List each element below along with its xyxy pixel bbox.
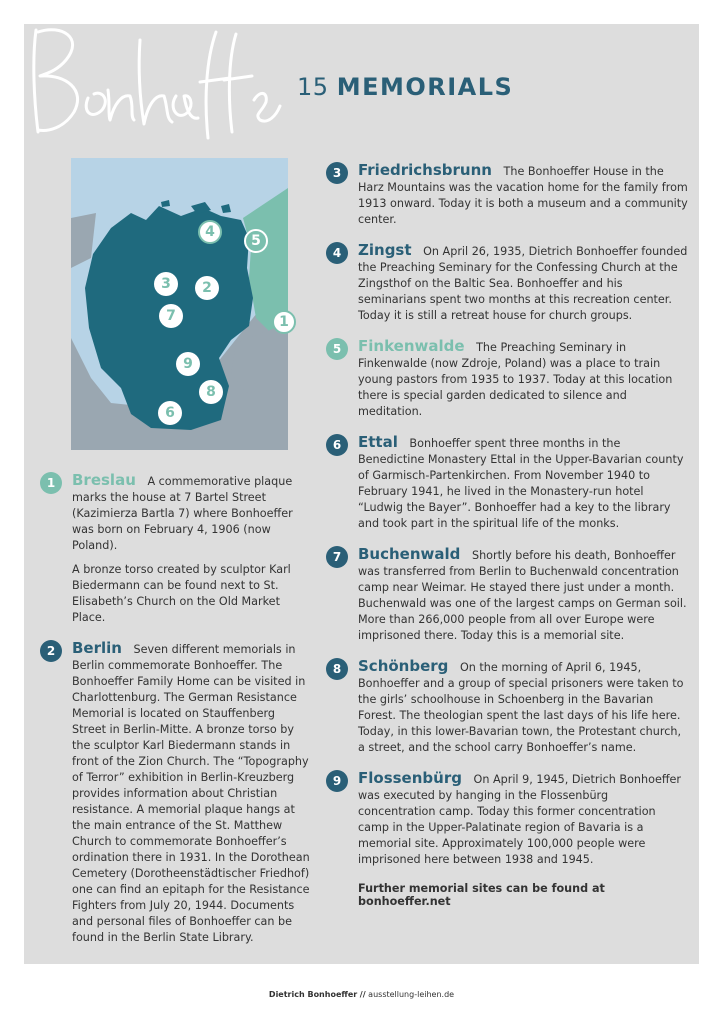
further-sites-note: Further memorial sites can be found at bonhoeffer.net — [358, 882, 605, 908]
memorial-number: 1 — [40, 472, 62, 494]
memorial-text: The Preaching Seminary in Finkenwalde (now Zdroje, Poland) was a place to train young pastors from 1935 to 1937. Today at this location there is special garden dedicated to silence and meditation. — [358, 341, 673, 418]
footer-site: ausstellung-leihen.de — [368, 990, 455, 999]
bonhoeffer-signature — [22, 20, 287, 140]
memorial-entry-breslau — [40, 472, 310, 626]
memorial-title: Schönberg — [358, 657, 449, 675]
memorial-number: 8 — [326, 658, 348, 680]
memorial-title: Finkenwalde — [358, 337, 465, 355]
memorial-entry-friedrichsbrunn — [326, 162, 688, 228]
map-marker-8: 8 — [199, 380, 223, 404]
memorial-text: Bonhoeffer spent three months in the Benedictine Monastery Ettal in the Upper-Bavarian county of Garmisch-Partenkirchen. From November 1940 to February 1941, he lived in the Monastery-run hotel “Ludwig the Bayer”. Bonhoeffer had a key to the library and took part in the spiritual life of the monks. — [358, 437, 684, 530]
memorial-count: 15 — [297, 73, 329, 101]
memorial-title: Flossenbürg — [358, 769, 462, 787]
memorial-text: Shortly before his death, Bonhoeffer was transferred from Berlin to Buchenwald concentration camp near Weimar. He stayed there just under a month. Buchenwald was one of the largest camps on German soil. More than 266,000 people from all over Europe were imprisoned there. Today this is a memorial site. — [358, 549, 687, 642]
memorial-title: Breslau — [72, 471, 136, 489]
memorial-number: 4 — [326, 242, 348, 264]
map-marker-7: 7 — [159, 304, 183, 328]
memorial-entry-ettal — [326, 434, 688, 532]
page-footer — [0, 990, 723, 999]
left-column — [40, 472, 310, 956]
memorial-title: Ettal — [358, 433, 398, 451]
memorial-number: 7 — [326, 546, 348, 568]
memorial-text-2: A bronze torso created by sculptor Karl Biedermann can be found next to St. Elisabeth’s Church on the Old Market Place. — [72, 563, 291, 624]
page-title — [297, 73, 513, 101]
map-marker-4: 4 — [198, 220, 222, 244]
memorial-number: 3 — [326, 162, 348, 184]
map-marker-9: 9 — [176, 352, 200, 376]
memorial-number: 6 — [326, 434, 348, 456]
memorial-title: Buchenwald — [358, 545, 461, 563]
map-marker-3: 3 — [154, 272, 178, 296]
memorial-entry-buchenwald — [326, 546, 688, 644]
memorial-entry-berlin — [40, 640, 310, 946]
page-title-text: MEMORIALS — [336, 73, 514, 101]
footer-separator: // — [359, 990, 366, 999]
memorial-text: On April 26, 1935, Dietrich Bonhoeffer founded the Preaching Seminary for the Confessing Church at the Zingsthof on the Baltic Sea. Bonhoeffer and his seminarians spent two months at this recreation center. Today it is still a retreat house for church groups. — [358, 245, 688, 322]
memorial-number: 5 — [326, 338, 348, 360]
memorial-text: Seven different memorials in Berlin commemorate Bonhoeffer. The Bonhoeffer Family Home can be visited in Charlottenburg. The German Resistance Memorial is located on Stauffenberg Street in Berlin-Mitte. A bronze torso by the sculptor Karl Biedermann stands in front of the Zion Church. The “Topography of Terror” exhibition in Berlin-Kreuzberg provides information about Christian resistance. A memorial plaque hangs at the main entrance of the St. Matthew Church to commemorate Bonhoeffer’s ordination there in 1931. In the Dorothean Cemetery (Dorotheenstädtischer Friedhof) one can find an epitaph for the Resistance Fighters from July 20, 1944. Documents and personal files of Bonhoeffer can be found in the Berlin State Library. — [72, 643, 310, 944]
right-column — [326, 162, 688, 908]
map-marker-1: 1 — [272, 310, 296, 334]
memorial-text: On the morning of April 6, 1945, Bonhoeffer and a group of special prisoners were taken to the girls’ schoolhouse in Schoenberg in the Bavarian Forest. The theologian spent the last days of his life here. Today, in this lower-Bavarian town, the Protestant church, a street, and the school carry Bonhoeffer’s name. — [358, 661, 684, 754]
memorial-entry-finkenwalde — [326, 338, 688, 420]
map-marker-2: 2 — [195, 276, 219, 300]
memorial-title: Friedrichsbrunn — [358, 161, 492, 179]
memorial-text: The Bonhoeffer House in the Harz Mountains was the vacation home for the family from 1913 onward. Today it is both a museum and a community center. — [358, 165, 688, 226]
map-marker-6: 6 — [158, 401, 182, 425]
memorial-number: 2 — [40, 640, 62, 662]
map-marker-5: 5 — [244, 229, 268, 253]
memorial-text: A commemorative plaque marks the house at 7 Bartel Street (Kazimierza Bartla 7) where Bonhoeffer was born on February 4, 1906 (now Poland). — [72, 475, 293, 552]
memorial-text: On April 9, 1945, Dietrich Bonhoeffer was executed by hanging in the Flossenbürg concentration camp. Today this former concentration camp in the Upper-Palatinate region of Bavaria is a memorial site. Approximately 100,000 people were imprisoned here between 1938 and 1945. — [358, 773, 682, 866]
footer-name: Dietrich Bonhoeffer — [268, 990, 358, 999]
memorial-title: Zingst — [358, 241, 412, 259]
memorial-entry-flossenbuerg — [326, 770, 688, 868]
memorial-number: 9 — [326, 770, 348, 792]
memorial-entry-schoenberg — [326, 658, 688, 756]
memorial-entry-zingst — [326, 242, 688, 324]
memorial-title: Berlin — [72, 639, 122, 657]
